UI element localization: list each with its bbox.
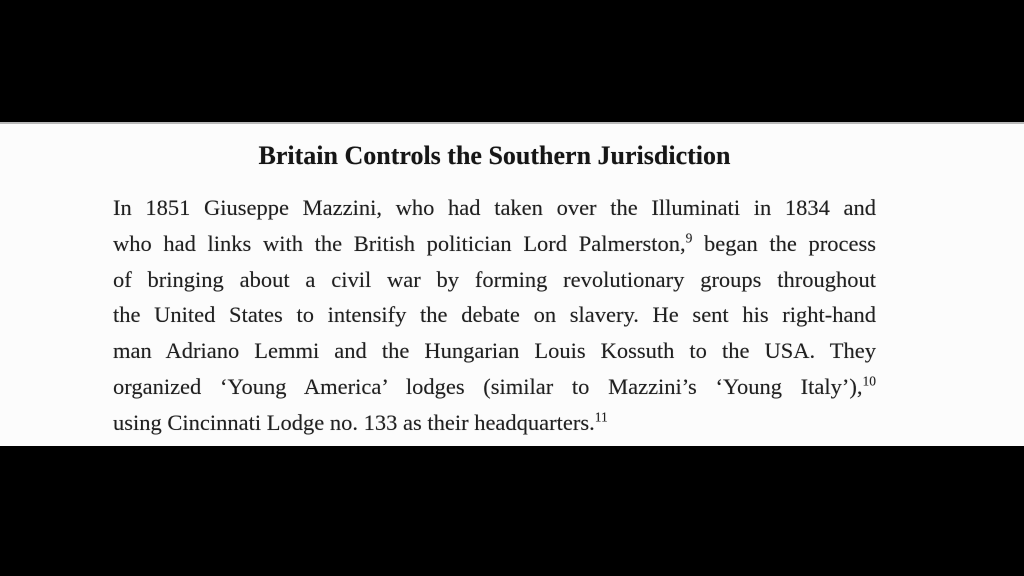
paragraph-line <box>113 226 876 262</box>
paragraph-line <box>113 333 876 369</box>
line-text: organized ‘Young America’ lodges (similar to Mazzini’s ‘Young Italy’), <box>113 373 863 399</box>
line-text: of bringing about a civil war by forming revolutionary groups throughout <box>113 266 876 292</box>
line-text: In 1851 Giuseppe Mazzini, who had taken over the Illuminati in 1834 and <box>113 195 876 220</box>
line-text: using Cincinnati Lodge no. 133 as their headquarters. <box>113 409 595 435</box>
line-text: began the process <box>692 230 876 256</box>
line-text: who had links with the British politician Lord Palmerston, <box>113 230 686 256</box>
paragraph-line <box>113 190 876 226</box>
page-title: Britain Controls the Southern Jurisdiction <box>258 141 731 170</box>
paragraph <box>113 190 876 441</box>
paragraph-line <box>113 369 876 405</box>
paragraph-line <box>113 297 876 333</box>
line-text: the United States to intensify the debate on slavery. He sent his right-hand <box>113 302 876 328</box>
footnote-marker: 10 <box>862 373 876 389</box>
footnote-marker: 9 <box>685 230 693 246</box>
paragraph-line <box>113 262 876 298</box>
line-text: man Adriano Lemmi and the Hungarian Louis Kossuth to the USA. They <box>113 338 876 364</box>
letterbox-bottom <box>0 446 1024 576</box>
book-page <box>0 122 1024 446</box>
paragraph-line <box>113 405 876 441</box>
footnote-marker: 11 <box>594 409 608 425</box>
letterbox-top <box>0 0 1024 122</box>
